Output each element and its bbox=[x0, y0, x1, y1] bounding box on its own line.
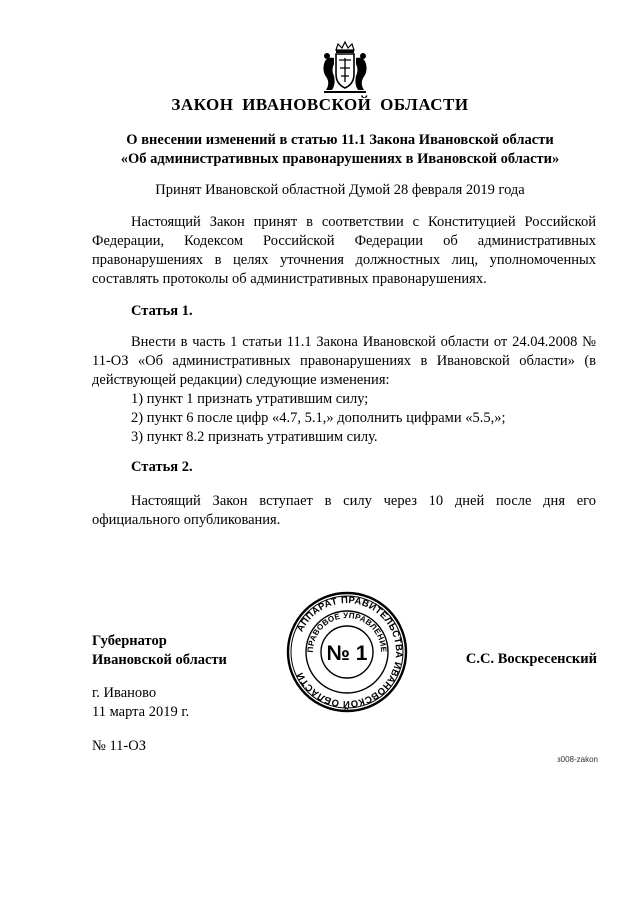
document-title: ЗАКОН ИВАНОВСКОЙ ОБЛАСТИ bbox=[171, 95, 469, 114]
law-number: № 11-ОЗ bbox=[92, 738, 146, 754]
coat-of-arms-icon bbox=[318, 40, 372, 96]
file-code: з008-zakon bbox=[556, 755, 598, 764]
stamp-inner-text: ПРАВОВОЕ УПРАВЛЕНИЕ bbox=[305, 610, 389, 653]
list-item: 2) пункт 6 после цифр «4.7, 5.1,» дополнить цифрами «5.5,»; bbox=[131, 410, 506, 426]
signatory-name: С.С. Воскресенский bbox=[465, 651, 597, 667]
document-subtitle bbox=[60, 131, 620, 169]
article-2-heading: Статья 2. bbox=[131, 459, 193, 475]
official-stamp bbox=[286, 591, 408, 713]
signatory-position bbox=[92, 632, 227, 670]
position-line-2: Ивановской области bbox=[92, 652, 227, 668]
subtitle-line-2: «Об административных правонарушениях в Ивановской области» bbox=[120, 151, 560, 167]
article-1-heading: Статья 1. bbox=[131, 303, 193, 319]
article-1-list bbox=[131, 390, 506, 447]
adoption-note: Принят Ивановской областной Думой 28 февраля 2019 года bbox=[155, 182, 525, 198]
stamp-ring-text: АППАРАТ ПРАВИТЕЛЬСТВА ИВАНОВСКОЙ ОБЛАСТИ bbox=[294, 594, 405, 710]
list-item: 3) пункт 8.2 признать утратившим силу. bbox=[131, 429, 378, 445]
place-and-date bbox=[92, 684, 189, 722]
article-1-text: Внести в часть 1 статьи 11.1 Закона Ивановской области от 24.04.2008 № 11-ОЗ «Об административных правонарушениях в Ивановской области» (в действующей редакции) следующие изменения: bbox=[92, 334, 596, 388]
place: г. Иваново bbox=[92, 685, 157, 701]
position-line-1: Губернатор bbox=[92, 633, 167, 649]
stamp-number: № 1 bbox=[326, 642, 368, 665]
date: 11 марта 2019 г. bbox=[92, 704, 190, 720]
intro-paragraph: Настоящий Закон принят в соответствии с Конституцией Российской Федерации, Кодексом Российской Федерации об административных правонарушениях в целях уточнения должностных лиц, уполномоченных составлять протоколы об административных правонарушениях. bbox=[92, 214, 596, 287]
article-2-text: Настоящий Закон вступает в силу через 10 дней после дня его официального опубликования. bbox=[92, 493, 596, 528]
list-item: 1) пункт 1 признать утратившим силу; bbox=[131, 391, 369, 407]
subtitle-line-1: О внесении изменений в статью 11.1 Закона Ивановской области bbox=[126, 132, 554, 148]
